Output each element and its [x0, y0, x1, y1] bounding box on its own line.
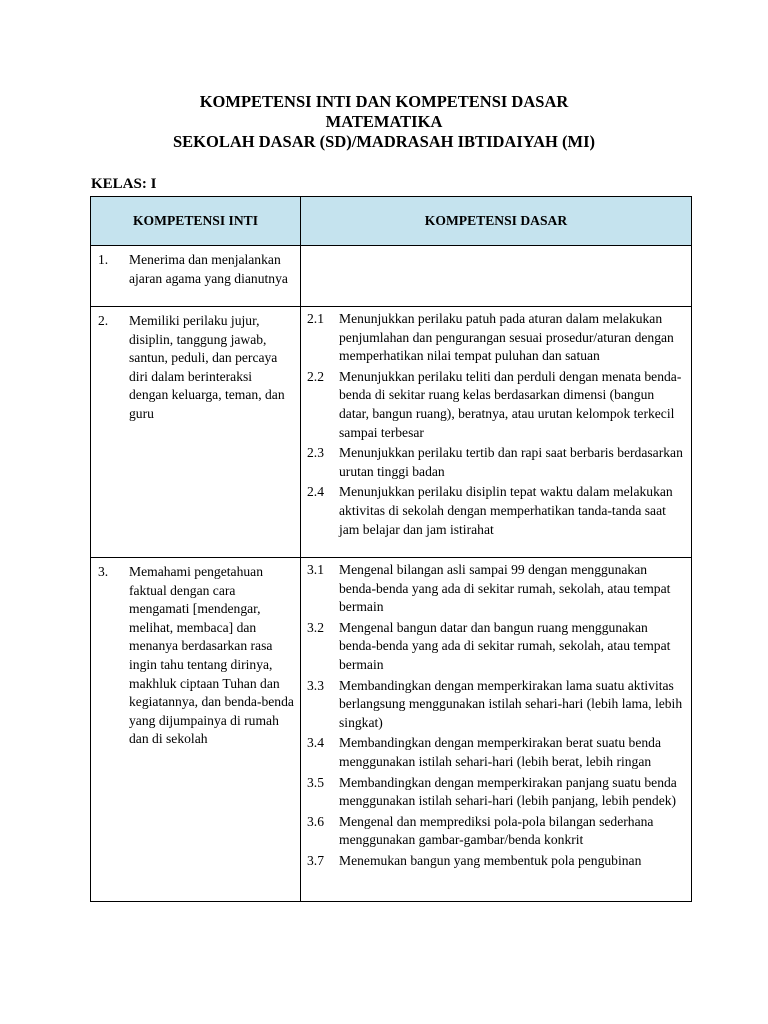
ki-text: Memahami pengetahuan faktual dengan cara mengamati [mendengar, melihat, membaca] dan menanya berdasarkan rasa ingin tahu tentang dirinya, makhluk ciptaan Tuhan dan kegiatannya, dan benda-benda yang dijumpainya di rumah dan di sekolah [129, 564, 294, 747]
kd-number: 2.2 [307, 368, 324, 384]
kd-number: 2.3 [307, 445, 324, 461]
kd-cell [301, 307, 692, 558]
kd-text: Mengenal bangun datar dan bangun ruang menggunakan benda-benda yang ada di sekitar rumah, sekolah, atau tempat bermain [339, 619, 671, 672]
kd-text: Mengenal dan memprediksi pola-pola bilangan sederhana menggunakan gambar-gambar/benda konkrit [339, 813, 654, 848]
ki-number: 2. [98, 313, 109, 328]
kd-item [307, 561, 687, 617]
competency-table [90, 196, 692, 902]
ki-cell [91, 307, 301, 558]
kd-text: Menunjukkan perilaku patuh pada aturan dalam melakukan penjumlahan dan pengurangan sesuai prosedur/aturan dengan memperhatikan nilai tempat puluhan dan satuan [339, 311, 674, 364]
kd-text: Menunjukkan perilaku tertib dan rapi saat berbaris berdasarkan urutan tinggi badan [339, 445, 683, 479]
header-kompetensi-inti: KOMPETENSI INTI [91, 197, 301, 246]
ki-cell [91, 558, 301, 902]
table-row [91, 246, 692, 307]
kd-text: Menemukan bangun yang membentuk pola pengubinan [339, 852, 642, 868]
kd-number: 3.2 [307, 619, 324, 635]
kd-number: 3.6 [307, 813, 324, 829]
kd-cell-empty [301, 246, 692, 307]
kd-text: Membandingkan dengan memperkirakan panjang suatu benda menggunakan istilah sehari-hari (lebih panjang, lebih pendek) [339, 774, 677, 809]
ki-number: 1. [98, 252, 109, 267]
kd-item [307, 483, 687, 539]
kd-cell [301, 558, 692, 902]
kd-number: 3.1 [307, 562, 324, 577]
kd-item [307, 444, 687, 481]
kd-item [307, 852, 687, 871]
title-line-3: SEKOLAH DASAR (SD)/MADRASAH IBTIDAIYAH (MI) [172, 132, 595, 151]
title-line-2: MATEMATIKA [325, 112, 443, 131]
kelas-label: KELAS: I [91, 176, 157, 192]
kd-item [307, 619, 687, 675]
title-line-1: KOMPETENSI INTI DAN KOMPETENSI DASAR [199, 92, 569, 111]
ki-number: 3. [98, 564, 109, 579]
kd-item [307, 774, 687, 811]
kd-text: Menunjukkan perilaku disiplin tepat waktu dalam melakukan aktivitas di sekolah dengan memperhatikan tanda-tanda saat jam belajar dan jam istirahat [339, 484, 673, 537]
document-title [0, 92, 768, 152]
table-row [91, 307, 692, 558]
kd-item [307, 368, 687, 442]
kd-item [307, 813, 687, 850]
header-kompetensi-dasar: KOMPETENSI DASAR [301, 197, 692, 246]
ki-cell [91, 246, 301, 307]
kd-number: 3.3 [307, 677, 324, 693]
kd-number: 3.4 [307, 735, 324, 751]
kd-text: Membandingkan dengan memperkirakan berat suatu benda menggunakan istilah sehari-hari (lebih berat, lebih ringan [339, 735, 661, 769]
ki-text: Memiliki perilaku jujur, disiplin, tanggung jawab, santun, peduli, dan percaya diri dalam berinteraksi dengan keluarga, teman, dan guru [129, 313, 285, 421]
table-row [91, 558, 692, 902]
kd-number: 3.5 [307, 774, 324, 790]
kd-text: Mengenal bilangan asli sampai 99 dengan menggunakan benda-benda yang ada di sekitar rumah, sekolah, atau tempat bermain [339, 562, 671, 615]
kd-item [307, 310, 687, 366]
kd-text: Membandingkan dengan memperkirakan lama suatu aktivitas berlangsung menggunakan istilah sehari-hari (lebih lama, lebih singkat) [339, 677, 683, 730]
table-header-row [91, 197, 692, 246]
kd-number: 3.7 [307, 852, 324, 868]
kd-item [307, 734, 687, 771]
kd-number: 2.4 [307, 484, 324, 500]
kd-item [307, 677, 687, 733]
ki-text: Menerima dan menjalankan ajaran agama yang dianutnya [129, 252, 288, 286]
kd-number: 2.1 [307, 311, 324, 326]
kd-text: Menunjukkan perilaku teliti dan perduli dengan menata benda-benda di sekitar ruang kelas berdasarkan dimensi (bangun datar, bangun ruang), beratnya, atau urutan kelompok terkecil sampai terbesar [339, 368, 682, 440]
